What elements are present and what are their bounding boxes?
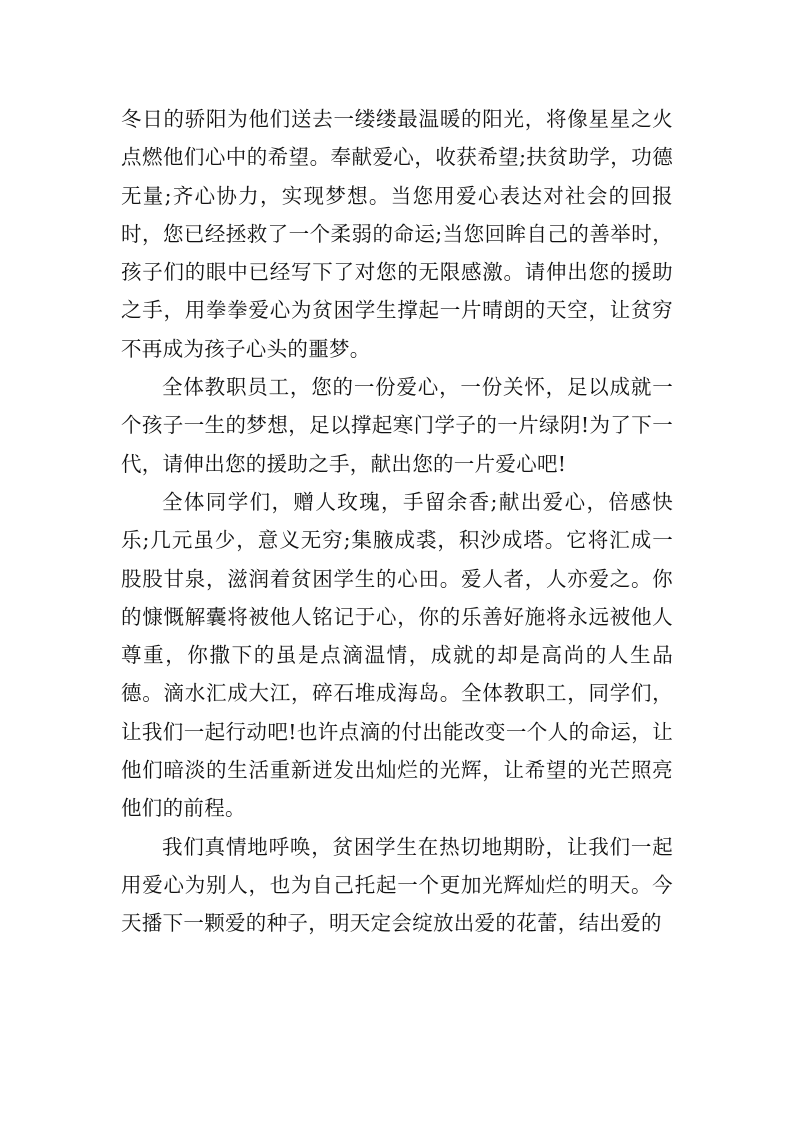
paragraph-2: 全体教职员工，您的一份爱心，一份关怀，足以成就一个孩子一生的梦想，足以撑起寒门学子的一片绿阴!为了下一代，请伸出您的援助之手，献出您的一片爱心吧! [121,375,673,476]
paragraph-1: 冬日的骄阳为他们送去一缕缕最温暖的阳光，将像星星之火点燃他们心中的希望。奉献爱心，收获希望;扶贫助学，功德无量;齐心协力，实现梦想。当您用爱心表达对社会的回报时，您已经拯救了一个柔弱的命运;当您回眸自己的善举时，孩子们的眼中已经写下了对您的无限感激。请伸出您的援助之手，用拳拳爱心为贫困学生撑起一片晴朗的天空，让贫穷不再成为孩子心头的噩梦。 [121,107,673,361]
document-body [121,100,673,943]
paragraph-3: 全体同学们，赠人玫瑰，手留余香;献出爱心，倍感快乐;几元虽少，意义无穷;集腋成裘，积沙成塔。它将汇成一股股甘泉，滋润着贫困学生的心田。爱人者，人亦爱之。你的慷慨解囊将被他人铭记于心，你的乐善好施将永远被他人尊重，你撒下的虽是点滴温情，成就的却是高尚的人生品德。滴水汇成大江，碎石堆成海岛。全体教职工，同学们，让我们一起行动吧!也许点滴的付出能改变一个人的命运，让他们暗淡的生活重新迸发出灿烂的光辉，让希望的光芒照亮他们的前程。 [121,489,673,821]
paragraph-4: 我们真情地呼唤，贫困学生在热切地期盼，让我们一起用爱心为别人，也为自己托起一个更加光辉灿烂的明天。今天播下一颗爱的种子，明天定会绽放出爱的花蕾，结出爱的 [121,834,673,936]
